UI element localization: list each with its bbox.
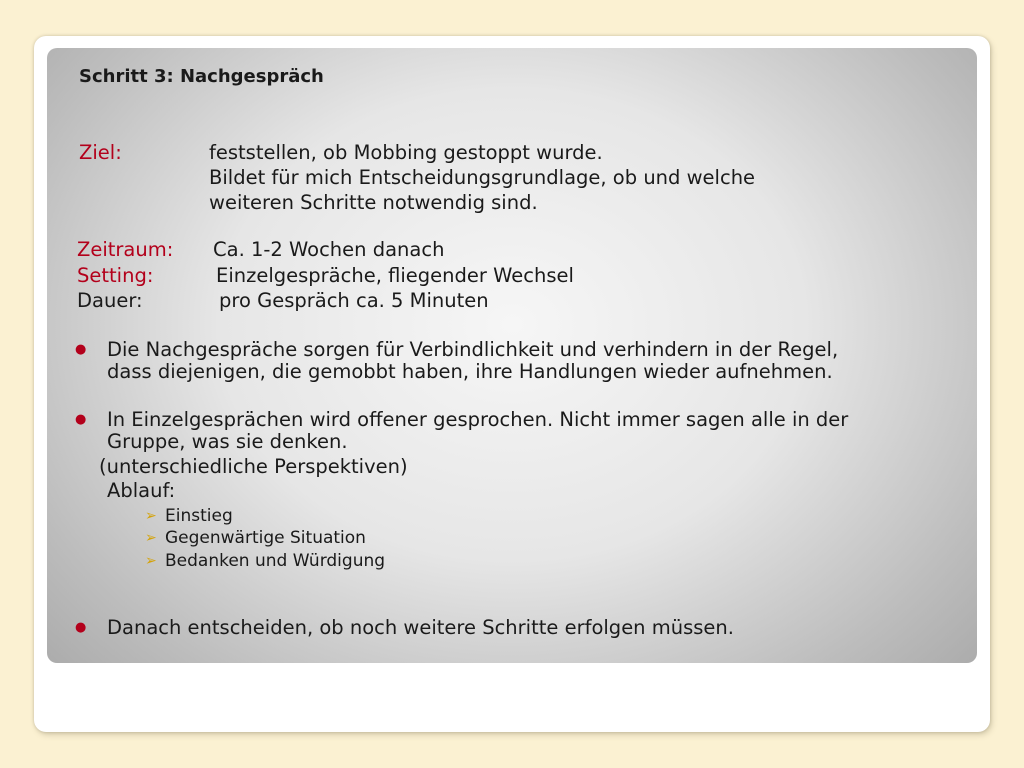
bullet-3-text: Danach entscheiden, ob noch weitere Schritte erfolgen müssen.: [107, 616, 734, 639]
perspektiven-note: (unterschiedliche Perspektiven): [99, 455, 408, 478]
ablauf-item-3: Bedanken und Würdigung: [165, 551, 386, 571]
bullet-2-line-1: In Einzelgesprächen wird offener gesprochen. Nicht immer sagen alle in der: [107, 408, 849, 431]
bullet-2-line-2: Gruppe, was sie denken.: [107, 430, 348, 453]
content-panel: [47, 48, 977, 663]
ziel-line-1: feststellen, ob Mobbing gestoppt wurde.: [209, 141, 603, 164]
dauer-label: Dauer:: [77, 289, 143, 312]
ablauf-item-2: Gegenwärtige Situation: [165, 528, 366, 548]
arrow-right-icon: ➢: [145, 553, 157, 569]
bullet-dot-icon: ●: [75, 620, 87, 635]
ziel-line-2: Bildet für mich Entscheidungsgrundlage, ob und welche: [209, 166, 756, 189]
bullet-1-line-2: dass diejenigen, die gemobbt haben, ihre Handlungen wieder aufnehmen.: [107, 360, 833, 383]
dauer-value: pro Gespräch ca. 5 Minuten: [219, 289, 489, 312]
setting-label: Setting:: [77, 264, 154, 287]
setting-value: Einzelgespräche, fliegender Wechsel: [216, 264, 574, 287]
bullet-dot-icon: ●: [75, 412, 87, 427]
bullet-dot-icon: ●: [75, 342, 87, 357]
ablauf-item-1: Einstieg: [165, 506, 233, 526]
ablauf-label: Ablauf:: [107, 479, 176, 502]
ziel-label: Ziel:: [79, 141, 122, 164]
slide-title: Schritt 3: Nachgespräch: [79, 66, 324, 87]
arrow-right-icon: ➢: [145, 530, 157, 546]
zeitraum-label: Zeitraum:: [77, 238, 174, 261]
zeitraum-value: Ca. 1-2 Wochen danach: [213, 238, 445, 261]
bullet-1-line-1: Die Nachgespräche sorgen für Verbindlichkeit und verhindern in der Regel,: [107, 338, 839, 361]
arrow-right-icon: ➢: [145, 508, 157, 524]
ziel-line-3: weiteren Schritte notwendig sind.: [209, 191, 538, 214]
